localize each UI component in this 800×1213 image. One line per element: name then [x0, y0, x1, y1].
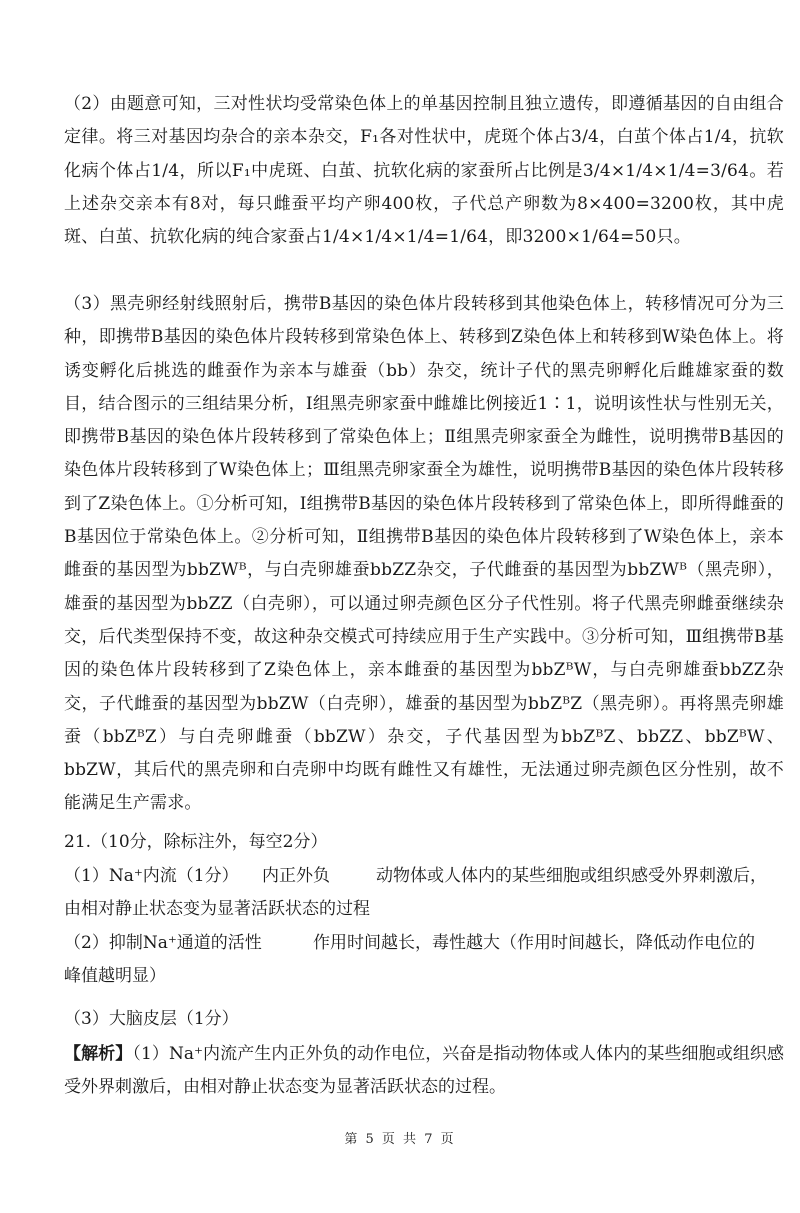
q20-part3-paragraph: （3）黑壳卵经射线照射后，携带B基因的染色体片段转移到其他染色体上，转移情况可分为三种，即携带B基因的染色体片段转移到常染色体上、转移到Z染色体上和转移到W染色体上。将诱变孵化后挑选的雌蚕作为亲本与雄蚕（bb）杂交，统计子代的黑壳卵孵化后雌雄家蚕的数目，结合图示的三组结果分析，Ⅰ组黑壳卵家蚕中雌雄比例接近1∶1，说明该性状与性别无关，即携带B基因的染色体片段转移到了常染色体上；Ⅱ组黑壳卵家蚕全为雌性，说明携带B基因的染色体片段转移到了W染色体上；Ⅲ组黑壳卵家蚕全为雄性，说明携带B基因的染色体片段转移到了Z染色体上。①分析可知，Ⅰ组携带B基因的染色体片段转移到了常染色体上，即所得雌蚕的B基因位于常染色体上。②分析可知，Ⅱ组携带B基因的染色体片段转移到了W染色体上，亲本雌蚕的基因型为bbZWᴮ，与白壳卵雄蚕bbZZ杂交，子代雌蚕的基因型为bbZWᴮ（黑壳卵），雄蚕的基因型为bbZZ（白壳卵），可以通过卵壳颜色区分子代性别。将子代黑壳卵雌蚕继续杂交，后代类型保持不变，故这种杂交模式可持续应用于生产实践中。③分析可知，Ⅲ组携带B基因的染色体片段转移到了Z染色体上，亲本雌蚕的基因型为bbZᴮW，与白壳卵雄蚕bbZZ杂交，子代雌蚕的基因型为bbZW（白壳卵），雄蚕的基因型为bbZᴮZ（黑壳卵）。再将黑壳卵雄蚕（bbZᴮZ）与白壳卵雌蚕（bbZW）杂交，子代基因型为bbZᴮZ、bbZZ、bbZᴮW、bbZW，其后代的黑壳卵和白壳卵中均既有雌性又有雄性，无法通过卵壳颜色区分性别，故不能满足生产需求。	[64, 294, 784, 814]
q21-header: 21.（10分，除标注外，每空2分）	[64, 832, 328, 852]
q21-answer2-label: （2）抑制Na⁺通道的活性	[64, 933, 262, 953]
analysis-text: （1）Na⁺内流产生内正外负的动作电位，兴奋是指动物体或人体内的某些细胞或组织感受外界刺激后，由相对静止状态变为显著活跃状态的过程。	[64, 1044, 785, 1097]
q21-answer1-label: （1）Na⁺内流（1分）	[64, 866, 239, 886]
page-footer: 第 5 页 共 7 页	[344, 1132, 456, 1147]
q21-analysis	[64, 1038, 784, 1104]
q21-answer2-effect: 作用时间越长，毒性越大（作用时间越长，降低动作电位的	[313, 933, 755, 953]
analysis-tag: 【解析】	[64, 1044, 133, 1064]
q21-answer1-definition: 动物体或人体内的某些细胞或组织感受外界刺激后，	[376, 866, 767, 886]
q21-answer1-polarity: 内正外负	[262, 866, 330, 886]
q21-answer1-continuation: 由相对静止状态变为显著活跃状态的过程	[64, 899, 370, 919]
q20-part2-paragraph: （2）由题意可知，三对性状均受常染色体上的单基因控制且独立遗传，即遵循基因的自由组合定律。将三对基因均杂合的亲本杂交，F₁各对性状中，虎斑个体占3/4，白茧个体占1/4，抗软化病个体占1/4，所以F₁中虎斑、白茧、抗软化病的家蚕所占比例是3/4×1/4×1/4=3/64。若上述杂交亲本有8对，每只雌蚕平均产卵400枚，子代总产卵数为8×400=3200枚，其中虎斑、白茧、抗软化病的纯合家蚕占1/4×1/4×1/4=1/64，即3200×1/64=50只。	[64, 94, 784, 248]
q21-answer3: （3）大脑皮层（1分）	[64, 1009, 239, 1029]
q21-answer2-continuation: 峰值越明显）	[64, 966, 166, 986]
